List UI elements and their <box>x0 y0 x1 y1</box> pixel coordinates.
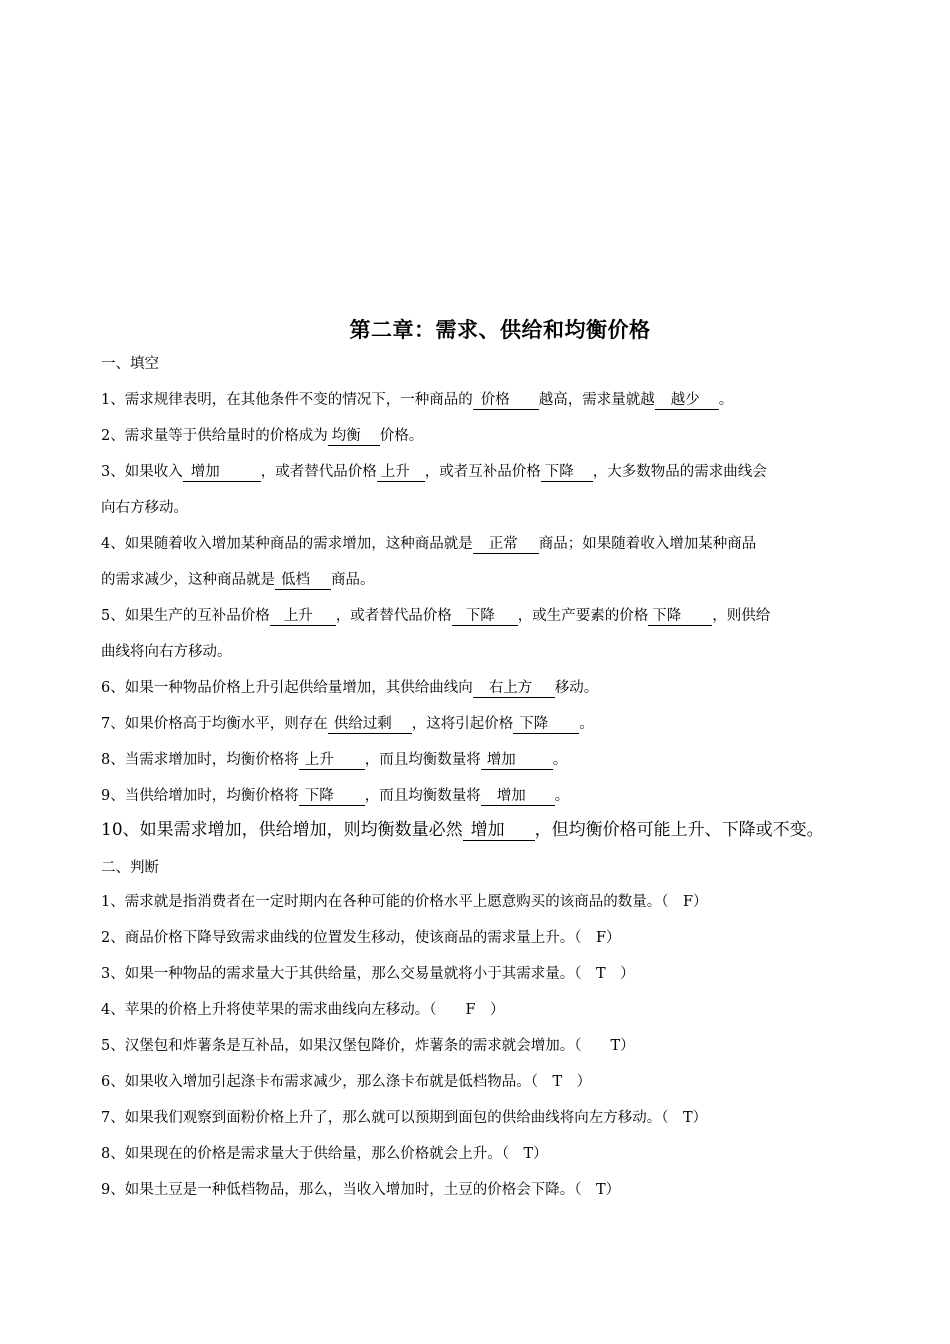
judge-item: 4、苹果的价格上升将使苹果的需求曲线向左移动。（ F ） <box>101 1002 505 1018</box>
fill-question-2: 2、需求量等于供给量时的价格成为 均衡 价格。 <box>101 428 424 444</box>
judge-answer: T <box>552 1074 563 1090</box>
answer-blank: 下降 <box>513 716 579 734</box>
judge-item: 5、汉堡包和炸薯条是互补品，如果汉堡包降价，炸薯条的需求就会增加。（ T） <box>101 1038 635 1054</box>
judge-item: 2、商品价格下降导致需求曲线的位置发生移动，使该商品的需求量上升。（ F） <box>101 930 621 946</box>
section-judge-heading: 二、判断 <box>101 860 159 876</box>
answer-blank: 增加 <box>463 821 535 841</box>
answer-blank: 下降 <box>648 608 712 626</box>
fill-question-10: 10、如果需求增加，供给增加，则均衡数量必然 增加 ，但均衡价格可能上升、下降或不变。 <box>101 820 824 840</box>
fill-question-1: 1、需求规律表明，在其他条件不变的情况下，一种商品的 价格 越高，需求量就越 越少 。 <box>101 392 734 408</box>
section-fill-heading: 一、填空 <box>101 356 159 372</box>
judge-answer: F <box>595 930 607 946</box>
answer-blank: 下降 <box>541 464 593 482</box>
judge-item: 9、如果土豆是一种低档物品，那么，当收入增加时，土豆的价格会下降。（ T） <box>101 1182 621 1198</box>
judge-item: 1、需求就是指消费者在一定时期内在各种可能的价格水平上愿意购买的该商品的数量。（ F） <box>101 894 708 910</box>
fill-question-3: 3、如果收入 增加 ，或者替代品价格 上升 ，或者互补品价格 下降 ，大多数物品的需求曲线会 <box>101 464 767 480</box>
judge-answer: F <box>682 894 694 910</box>
fill-question-5: 5、如果生产的互补品价格 上升 ，或者替代品价格 下降 ，或生产要素的价格 下降 ，则供给 <box>101 608 771 624</box>
answer-blank: 低档 <box>275 572 331 590</box>
judge-answer: F <box>465 1002 476 1018</box>
answer-blank: 上升 <box>299 752 365 770</box>
answer-blank: 正常 <box>473 536 539 554</box>
answer-blank: 下降 <box>299 788 365 806</box>
judge-item: 3、如果一种物品的需求量大于其供给量，那么交易量就将小于其需求量。（ T ） <box>101 966 635 982</box>
fill-question-5-cont: 曲线将向右方移动。 <box>101 644 232 660</box>
answer-blank: 供给过剩 <box>328 716 412 734</box>
judge-item: 8、如果现在的价格是需求量大于供给量，那么价格就会上升。（ T） <box>101 1146 548 1162</box>
fill-question-4: 4、如果随着收入增加某种商品的需求增加，这种商品就是 正常 商品；如果随着收入增加某种商品 <box>101 536 757 552</box>
answer-blank: 增加 <box>183 464 261 482</box>
judge-item: 7、如果我们观察到面粉价格上升了，那么就可以预期到面包的供给曲线将向左方移动。（ T） <box>101 1110 708 1126</box>
fill-question-4-cont: 的需求减少，这种商品就是 低档 商品。 <box>101 572 375 588</box>
answer-blank: 越少 <box>655 392 719 410</box>
answer-blank: 上升 <box>270 608 336 626</box>
answer-blank: 下降 <box>452 608 518 626</box>
chapter-title: 第二章：需求、供给和均衡价格 <box>349 318 651 342</box>
fill-question-9: 9、当供给增加时，均衡价格将 下降 ，而且均衡数量将 增加 。 <box>101 788 570 804</box>
judge-answer: T <box>595 1182 606 1198</box>
fill-question-6: 6、如果一种物品价格上升引起供给量增加，其供给曲线向 右上方 移动。 <box>101 680 599 696</box>
answer-blank: 增加 <box>481 752 553 770</box>
fill-question-3-cont: 向右方移动。 <box>101 500 188 516</box>
judge-answer: T <box>523 1146 534 1162</box>
answer-blank: 右上方 <box>473 680 555 698</box>
judge-answer: T <box>682 1110 693 1126</box>
answer-blank: 价格 <box>473 392 539 410</box>
answer-blank: 均衡 <box>328 428 380 446</box>
judge-item: 6、如果收入增加引起涤卡布需求减少，那么涤卡布就是低档物品。（ T ） <box>101 1074 592 1090</box>
fill-question-7: 7、如果价格高于均衡水平，则存在 供给过剩 ，这将引起价格 下降 。 <box>101 716 594 732</box>
fill-question-8: 8、当需求增加时，均衡价格将 上升 ，而且均衡数量将 增加 。 <box>101 752 568 768</box>
answer-blank: 上升 <box>377 464 425 482</box>
judge-answer: T <box>610 1038 621 1054</box>
judge-answer: T <box>595 966 606 982</box>
answer-blank: 增加 <box>481 788 555 806</box>
